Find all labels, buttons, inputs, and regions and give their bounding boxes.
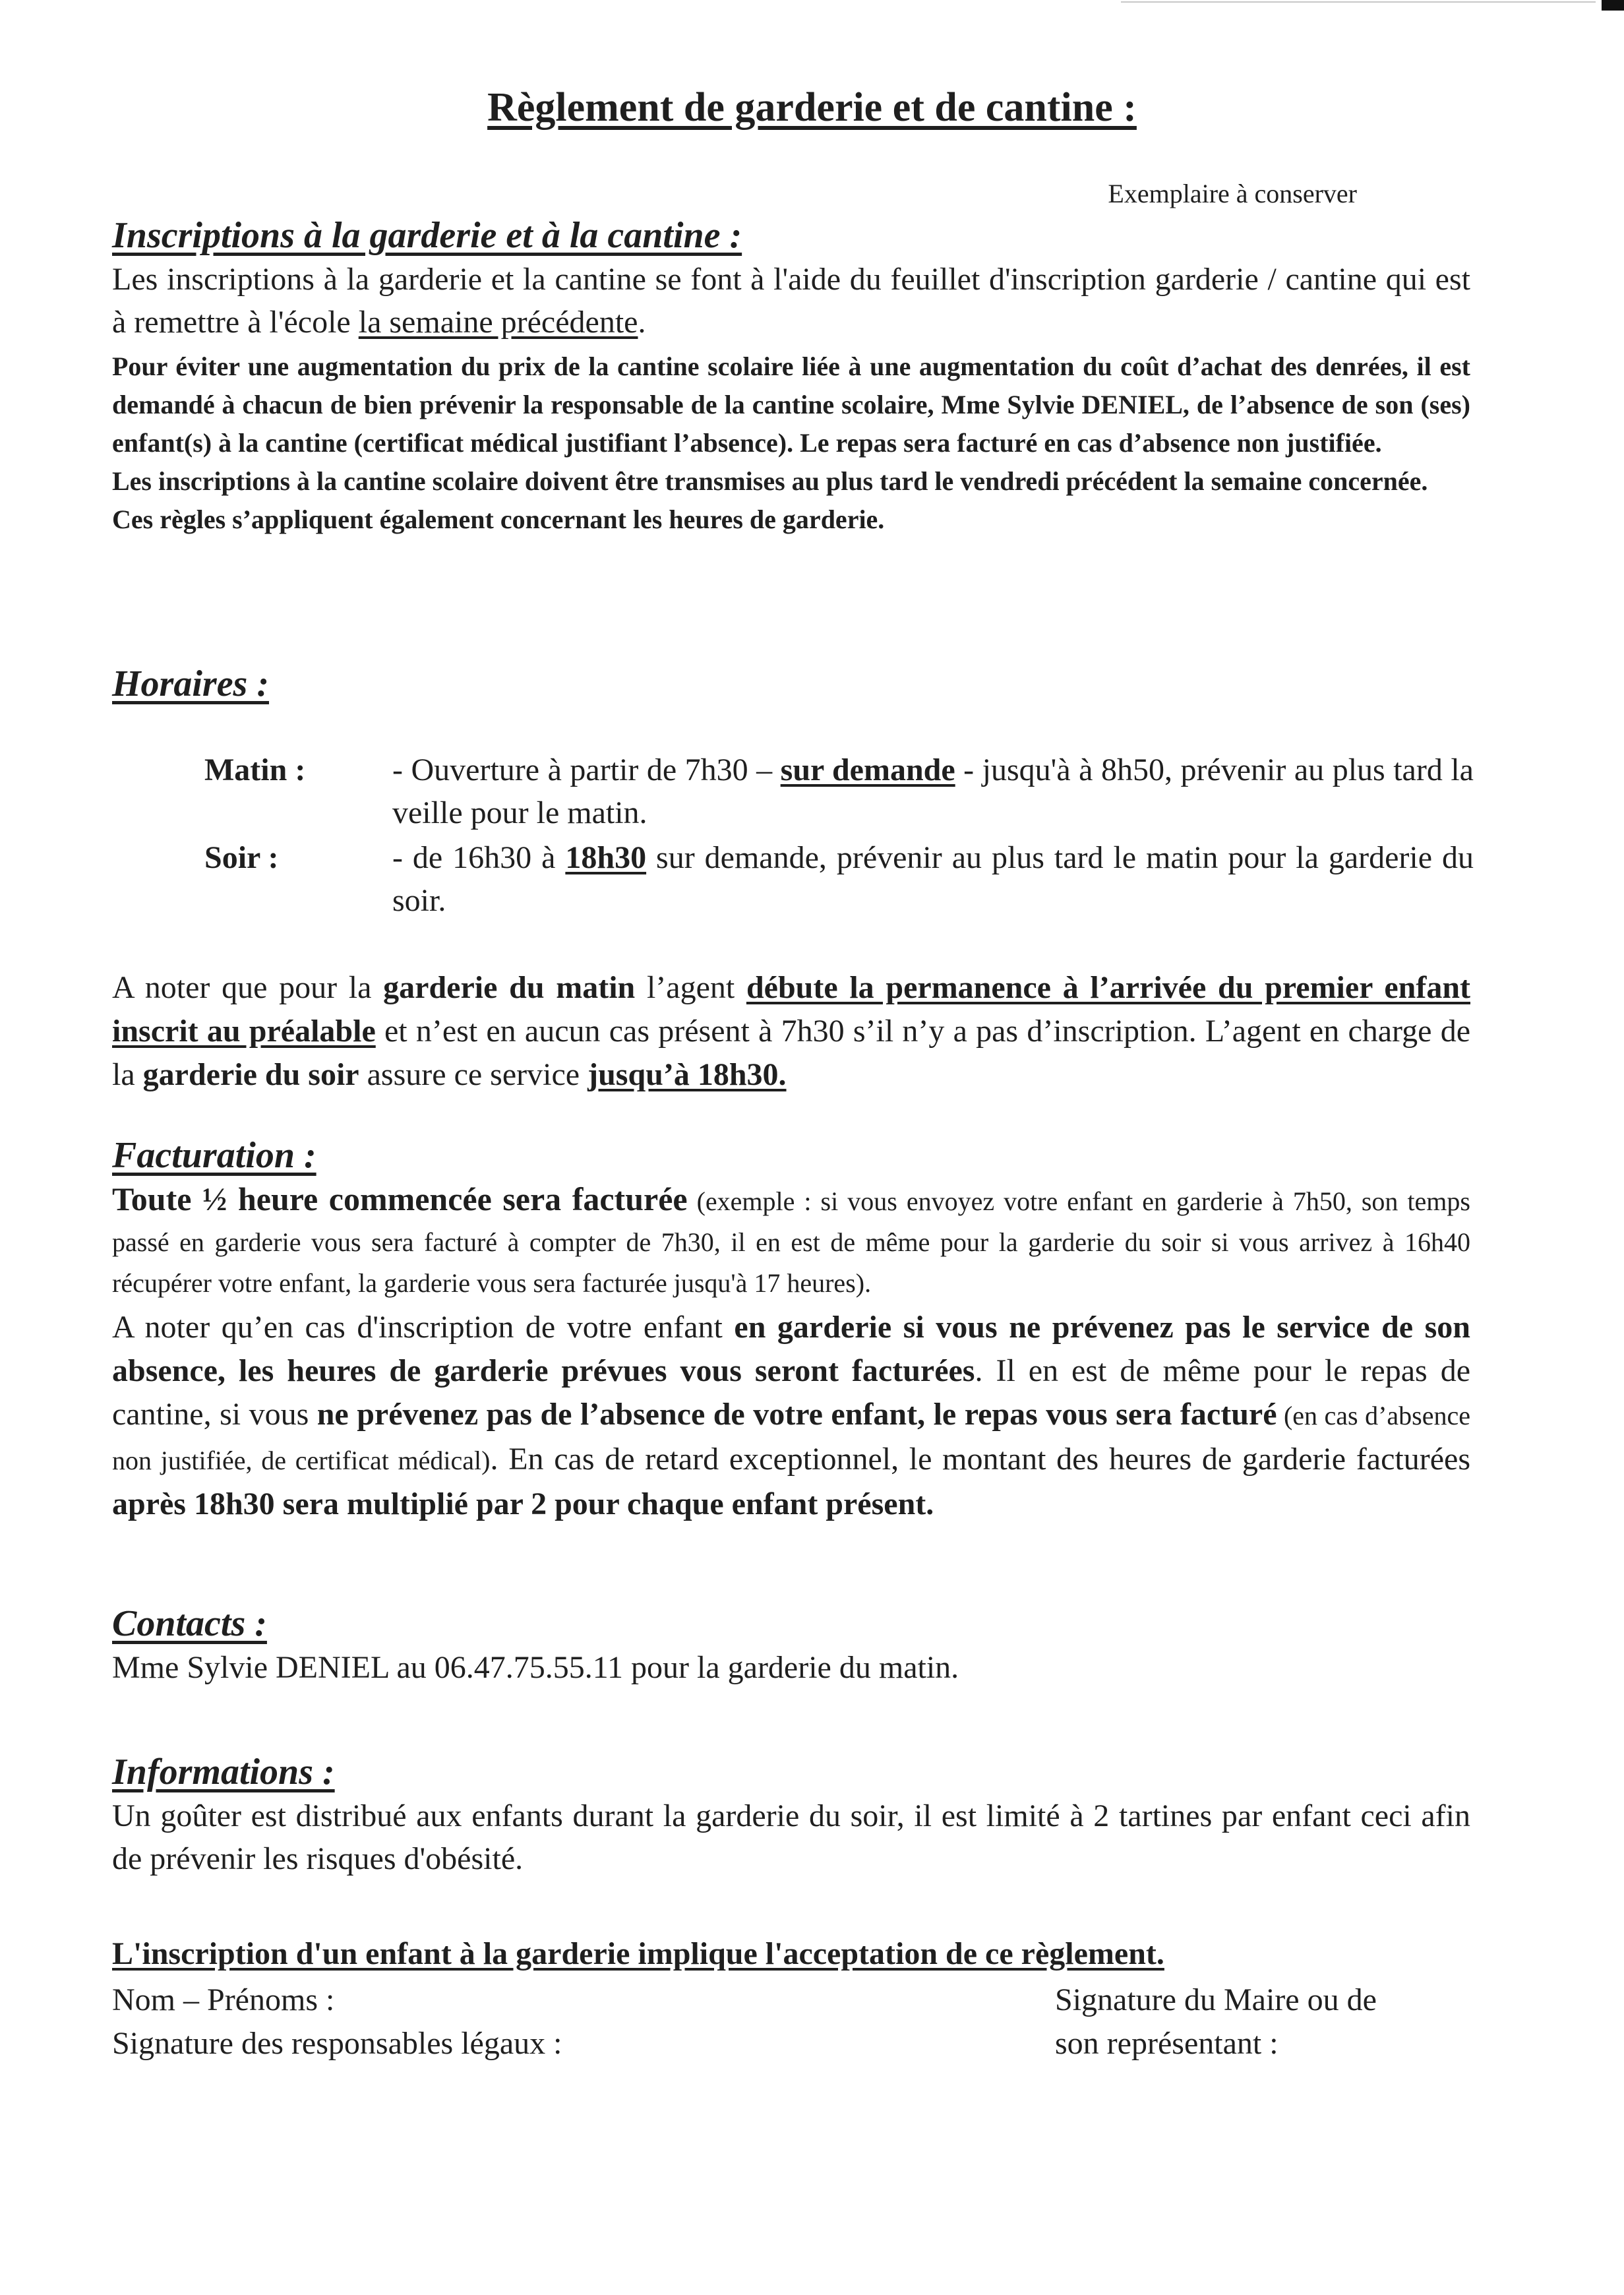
horaires-note [112, 966, 1470, 1097]
fact-meal-billed: ne prévenez pas de l’absence de votre enfant, le repas vous sera facturé [316, 1397, 1277, 1432]
morning-text [392, 749, 1474, 834]
evening-label: Soir : [204, 840, 279, 875]
evening-emphasis: 18h30 [565, 840, 647, 875]
half-hour-rule: Toute ½ heure commencée sera facturée [112, 1180, 688, 1217]
inscriptions-text-2: . [638, 305, 646, 340]
cantine-absence-rule: Pour éviter une augmentation du prix de la cantine scolaire liée à une augmentation du coût d’achat des denrées, il est demandé à chacun de bien prévenir la responsable de la cantine scolaire, Mme Sylvie DENIEL, de l’absence de son (ses) enfant(s) à la cantine (certificat médical justifiant l’absence). Le repas sera facturé en cas d’absence non justifiée. [112, 352, 1470, 458]
section-contacts [112, 1603, 1470, 1689]
section-inscriptions [112, 214, 1470, 539]
mayor-signature-label: Signature du Maire ou de [1055, 1982, 1377, 2017]
fact-text-3: (en cas d’absence non justifiée, de certificat médical) [112, 1401, 1470, 1475]
facturation-paragraph-2 [112, 1306, 1470, 1526]
evening-text-1: - de 16h30 à [392, 840, 566, 875]
garderie-rule: Ces règles s’appliquent également concernant les heures de garderie. [112, 505, 885, 534]
evening-text-2: sur demande, prévenir au plus tard le matin pour la garderie du soir. [392, 840, 1474, 918]
note-permanence: débute la permanence à l’arrivée du premier enfant inscrit au préalable [112, 970, 1470, 1049]
acceptance-text: L'inscription d'un enfant à la garderie implique l'acceptation de ce règlement. [112, 1936, 1164, 1971]
parents-signature-block [112, 1978, 562, 2066]
note-until: jusqu’à 18h30. [587, 1057, 787, 1092]
informations-text: Un goûter est distribué aux enfants durant la garderie du soir, il est limité à 2 tartines par enfant ceci afin de prévenir les risques d'obésité. [112, 1798, 1470, 1876]
facturation-heading: Facturation : [112, 1135, 316, 1176]
horaires-heading: Horaires : [112, 663, 269, 704]
inscriptions-text-1: Les inscriptions à la garderie et la cantine se font à l'aide du feuillet d'inscription garderie / cantine qui est à remettre à l'école [112, 262, 1470, 340]
note-text-3: et n’est en aucun cas présent à 7h30 s’il n’y a pas d’inscription. L’agent en charge de la [112, 1014, 1471, 1092]
parents-signature-label: Signature des responsables légaux : [112, 2026, 562, 2061]
document-title: Règlement de garderie et de cantine : [487, 85, 1137, 130]
section-horaires [112, 663, 1470, 705]
cantine-deadline-rule: Les inscriptions à la cantine scolaire doivent être transmises au plus tard le vendredi précédent la semaine concernée. [112, 466, 1428, 496]
mayor-representative-label: son représentant : [1055, 2026, 1278, 2061]
note-text-1: A noter que pour la [112, 970, 384, 1005]
inscriptions-emphasis: la semaine précédente [358, 305, 638, 340]
note-text-4: assure ce service [359, 1057, 588, 1092]
facturation-paragraph-1 [112, 1179, 1470, 1303]
fact-text-4: . En cas de retard exceptionnel, le montant des heures de garderie facturées [490, 1442, 1470, 1477]
note-text-2: l’agent [635, 970, 746, 1005]
informations-heading: Informations : [112, 1752, 335, 1792]
inscriptions-heading: Inscriptions à la garderie et à la cantine : [112, 215, 742, 256]
morning-label: Matin : [204, 752, 306, 787]
name-label: Nom – Prénoms : [112, 1982, 335, 2017]
section-informations [112, 1751, 1470, 1880]
fact-text-1: A noter qu’en cas d'inscription de votre enfant [112, 1310, 735, 1345]
acceptance-statement [112, 1936, 1470, 1972]
mayor-signature-block [1055, 1978, 1377, 2066]
contacts-heading: Contacts : [112, 1603, 267, 1644]
contacts-text: Mme Sylvie DENIEL au 06.47.75.55.11 pour la garderie du matin. [112, 1650, 959, 1685]
note-morning: garderie du matin [383, 970, 636, 1005]
fact-garderie-billed: en garderie si vous ne prévenez pas le service de son absence, les heures de garderie prévues vous seront facturées [112, 1310, 1470, 1388]
horaires-note-paragraph [112, 966, 1470, 1097]
morning-emphasis: sur demande [780, 752, 955, 787]
half-hour-example: (exemple : si vous envoyez votre enfant en garderie à 7h50, son temps passé en garderie vous sera facturé à compter de 7h30, il en est de même pour la garderie du soir si vous arrivez à 16h40 récupérer votre enfant, la garderie vous sera facturée jusqu'à 17 heures). [112, 1186, 1470, 1298]
morning-text-2: - jusqu'à à 8h50, prévenir au plus tard la veille pour le matin. [392, 752, 1474, 830]
fact-late-fee: après 18h30 sera multiplié par 2 pour chaque enfant présent. [112, 1486, 934, 1521]
fact-text-2: . Il en est de même pour le repas de cantine, si vous [112, 1353, 1471, 1432]
section-facturation [112, 1134, 1470, 1526]
copy-note: Exemplaire à conserver [1108, 179, 1357, 208]
evening-text [392, 836, 1474, 922]
note-evening: garderie du soir [142, 1057, 359, 1092]
morning-text-1: - Ouverture à partir de 7h30 – [392, 752, 781, 787]
inscriptions-paragraph [112, 258, 1470, 344]
